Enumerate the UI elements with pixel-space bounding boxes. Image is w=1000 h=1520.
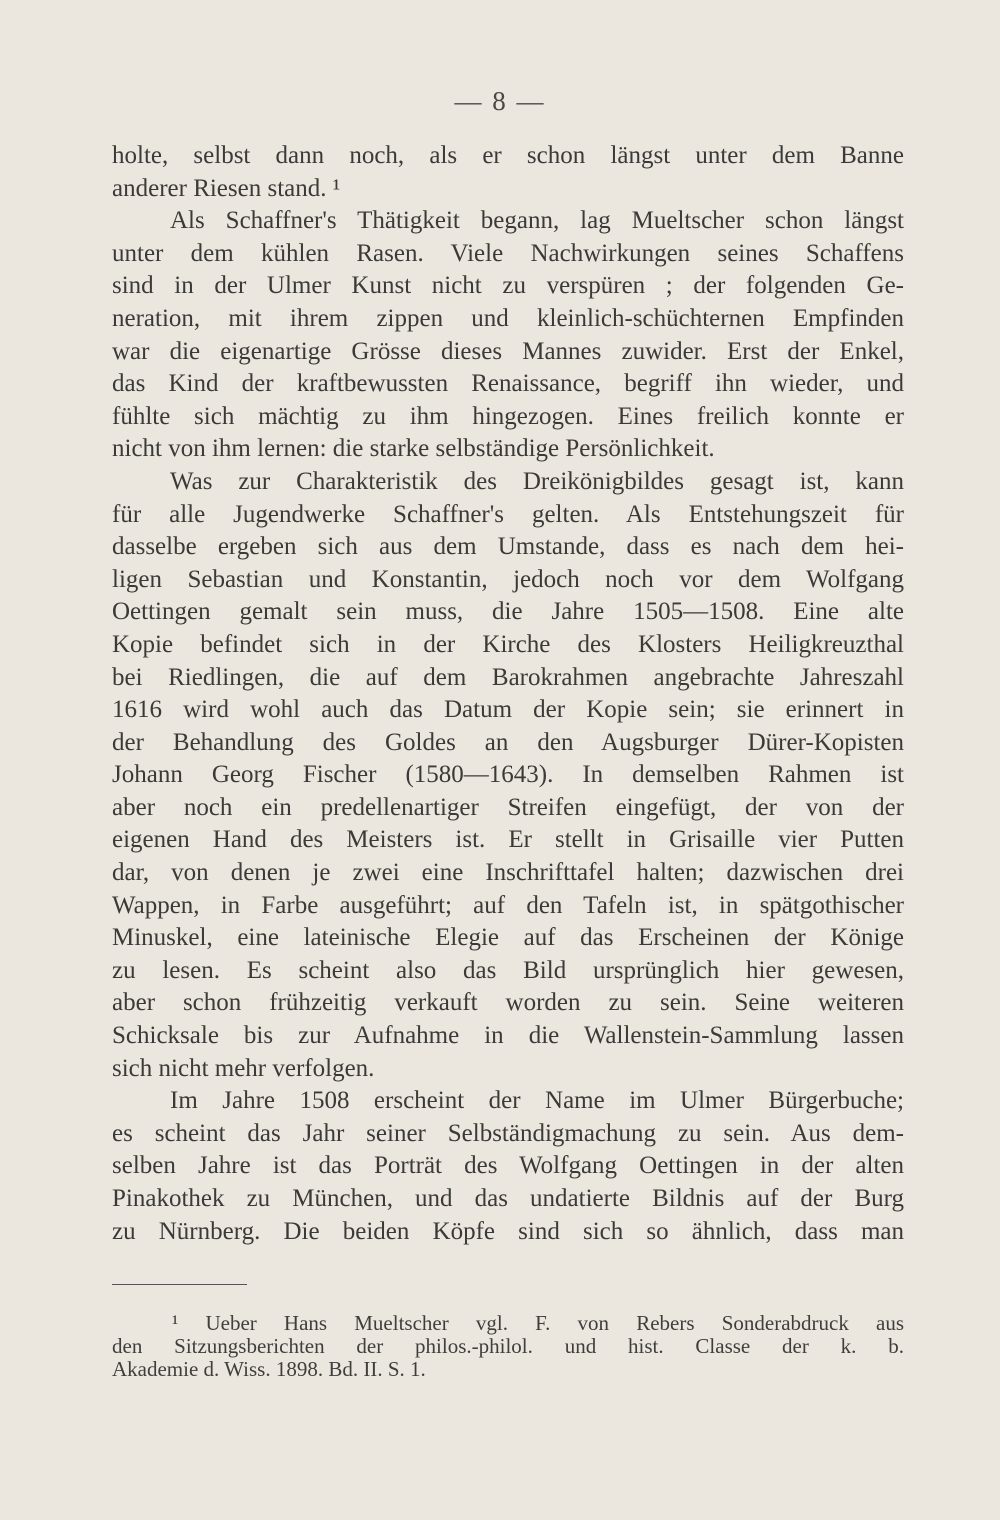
text-line: 1616 wird wohl auch das Datum der Kopie sein; sie erinnert in [112,696,904,724]
text-line: Oettingen gemalt sein muss, die Jahre 1505—1508. Eine alte [112,598,904,626]
footnote-line: Akademie d. Wiss. 1898. Bd. II. S. 1. [112,1357,426,1381]
text-line: war die eigenartige Grösse dieses Mannes zuwider. Erst der Enkel, [112,337,904,365]
page-number: — 8 — [454,86,546,116]
text-line: Schicksale bis zur Aufnahme in die Wallenstein-Sammlung lassen [112,1022,904,1050]
footnote-line: ¹ Ueber Hans Mueltscher vgl. F. von Rebers Sonderabdruck aus [172,1311,904,1335]
main-text [112,140,904,1248]
text-line: Kopie befindet sich in der Kirche des Klosters Heiligkreuzthal [112,630,904,658]
text-line: anderer Riesen stand. ¹ [112,174,341,202]
text-line: zu lesen. Es scheint also das Bild ursprünglich hier gewesen, [112,956,904,984]
text-line: eigenen Hand des Meisters ist. Er stellt in Grisaille vier Putten [112,826,904,854]
text-line: dasselbe ergeben sich aus dem Umstande, dass es nach dem hei- [112,533,904,561]
text-line: holte, selbst dann noch, als er schon längst unter dem Banne [112,142,904,169]
text-line: selben Jahre ist das Porträt des Wolfgang Oettingen in der alten [112,1152,904,1180]
text-line: sind in der Ulmer Kunst nicht zu verspüren ; der folgenden Ge- [112,272,904,300]
text-line: für alle Jugendwerke Schaffner's gelten. Als Entstehungszeit für [112,500,904,528]
text-line: Johann Georg Fischer (1580—1643). In demselben Rahmen ist [112,761,904,789]
text-line: neration, mit ihrem zippen und kleinlich-schüchternen Empfinden [112,304,904,332]
text-line: Im Jahre 1508 erscheint der Name im Ulmer Bürgerbuche; [170,1087,904,1115]
paragraph [112,1085,904,1248]
text-line: aber noch ein predellenartiger Streifen eingefügt, der von der [112,793,904,821]
text-line: Wappen, in Farbe ausgeführt; auf den Tafeln ist, in spätgothischer [112,891,904,919]
text-line: es scheint das Jahr seiner Selbständigmachung zu sein. Aus dem- [112,1119,904,1147]
text-line: Minuskel, eine lateinische Elegie auf das Erscheinen der Könige [112,924,904,952]
text-line: sich nicht mehr verfolgen. [112,1054,375,1082]
text-line: aber schon frühzeitig verkauft worden zu sein. Seine weiteren [112,989,904,1017]
text-line: Was zur Charakteristik des Dreikönigbildes gesagt ist, kann [170,467,904,495]
text-line: der Behandlung des Goldes an den Augsburger Dürer-Kopisten [112,728,904,756]
text-line: unter dem kühlen Rasen. Viele Nachwirkungen seines Schaffens [112,239,904,267]
text-line: nicht von ihm lernen: die starke selbständige Persönlichkeit. [112,435,715,463]
text-line: Als Schaffner's Thätigkeit begann, lag Mueltscher schon längst [170,207,904,235]
paragraph [112,140,904,205]
paragraph [112,205,904,466]
text-line: das Kind der kraftbewussten Renaissance, begriff ihn wieder, und [112,370,904,398]
text-line: Pinakothek zu München, und das undatierte Bildnis auf der Burg [112,1185,904,1212]
footnote-line: den Sitzungsberichten der philos.-philol. und hist. Classe der k. b. [112,1334,904,1358]
paragraph [112,466,904,1085]
footnote-divider [112,1284,247,1285]
text-line: fühlte sich mächtig zu ihm hingezogen. Eines freilich konnte er [112,402,904,430]
footnote [112,1312,904,1381]
text-line: dar, von denen je zwei eine Inschrifttafel halten; dazwischen drei [112,859,904,887]
text-line: zu Nürnberg. Die beiden Köpfe sind sich so ähnlich, dass man [112,1217,904,1245]
text-line: bei Riedlingen, die auf dem Barokrahmen angebrachte Jahreszahl [112,663,904,691]
text-line: ligen Sebastian und Konstantin, jedoch noch vor dem Wolfgang [112,565,904,593]
